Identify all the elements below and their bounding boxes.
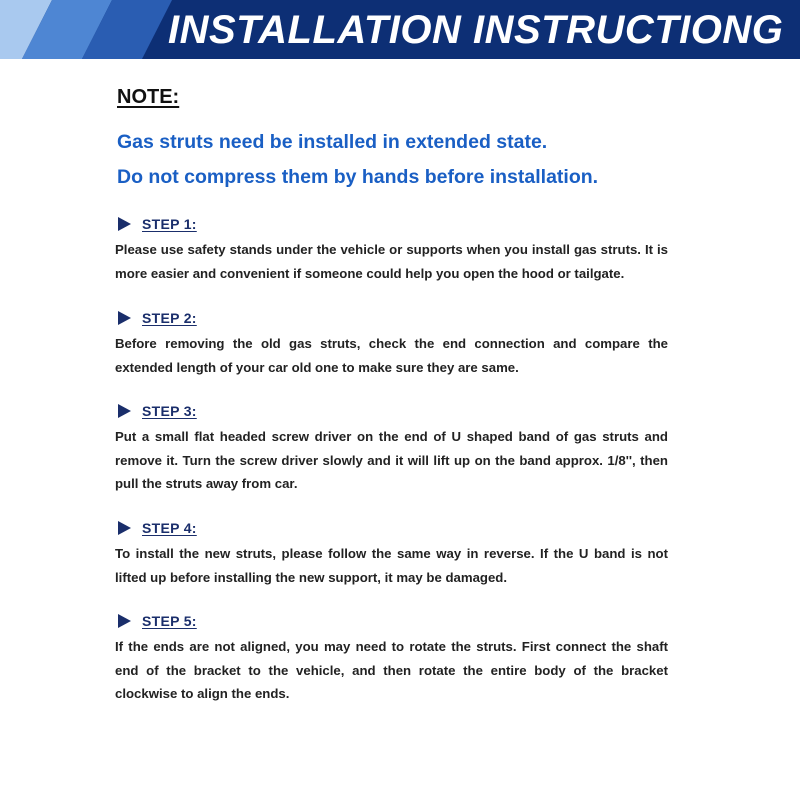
triangle-right-icon [118,521,131,535]
step-2-header [115,307,668,329]
triangle-right-icon [118,311,131,325]
step-3-title: STEP 3: [142,403,197,419]
step-1-body: Please use safety stands under the vehicle or supports when you install gas struts. It is more easier and convenient if someone could help you open the hood or tailgate. [115,242,668,281]
triangle-right-icon [118,404,131,418]
triangle-right-icon [118,614,131,628]
step-5-body: If the ends are not aligned, you may need to rotate the struts. First connect the shaft end of the bracket to the vehicle, and then rotate the entire body of the bracket clockwise to align the ends. [115,639,668,701]
title-banner [0,0,800,59]
step-1 [115,213,668,285]
step-2-body: Before removing the old gas struts, check the end connection and compare the extended length of your car old one to make sure they are same. [115,336,668,375]
step-1-header [115,213,668,235]
step-3 [115,400,668,496]
step-4-title: STEP 4: [142,520,197,536]
step-5 [115,610,668,706]
page-title: INSTALLATION INSTRUCTIONG [168,8,784,52]
step-3-body: Put a small flat headed screw driver on the end of U shaped band of gas struts and remove it. Turn the screw driver slowly and it will lift up on the band approx. 1/8'', then pull the struts away from car. [115,429,668,491]
note-line-1: Gas struts need be installed in extended state. [117,131,548,153]
note-heading: NOTE: [117,86,180,108]
step-5-title: STEP 5: [142,613,197,629]
step-2-title: STEP 2: [142,310,197,326]
step-4-body: To install the new struts, please follow the same way in reverse. If the U band is not lifted up before installing the new support, it may be damaged. [115,546,668,585]
triangle-right-icon [118,217,131,231]
step-4-header [115,517,668,539]
step-1-title: STEP 1: [142,216,197,232]
note-line-2: Do not compress them by hands before installation. [117,166,599,188]
step-4 [115,517,668,589]
step-5-header [115,610,668,632]
step-2 [115,307,668,379]
step-3-header [115,400,668,422]
